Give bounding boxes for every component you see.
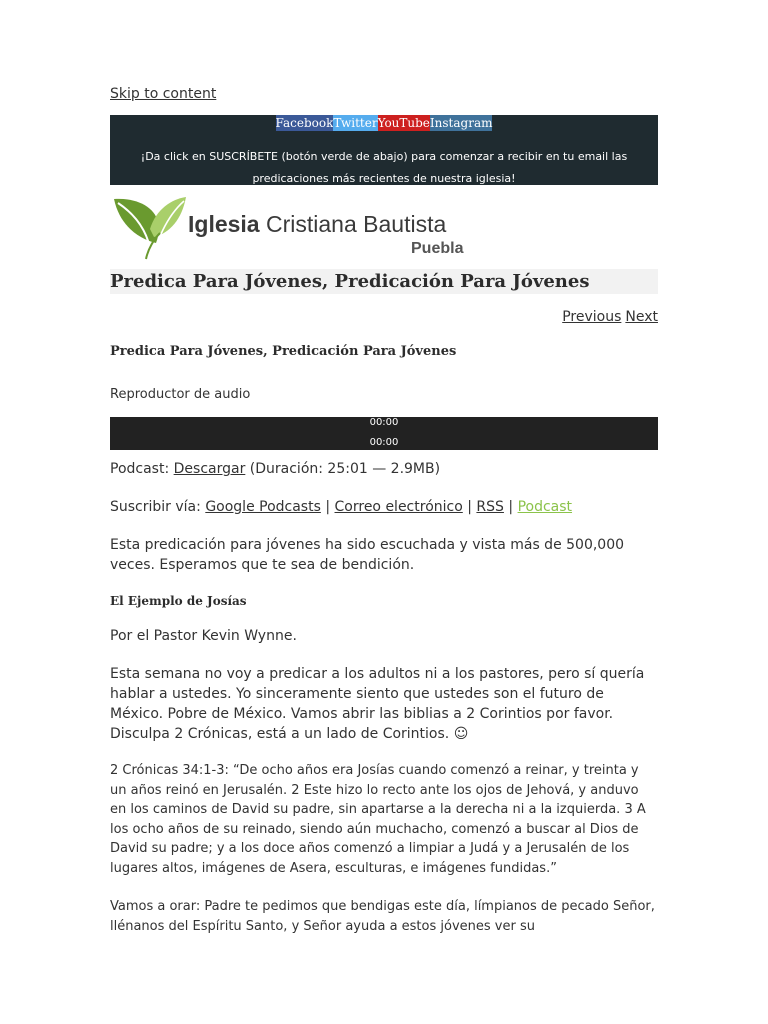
subscribe-via-line: Suscribir vía: Google Podcasts | Correo electrónico | RSS | Podcast [110,499,573,515]
logo-subtitle: Puebla [411,240,464,257]
site-logo[interactable] [110,193,490,263]
top-bar [110,115,658,185]
podcast-line: Podcast: Descargar (Duración: 25:01 — 2.9MB) [110,461,441,477]
download-link[interactable]: Descargar [173,461,246,477]
rss-link[interactable]: RSS [476,499,504,515]
skip-to-content-link[interactable]: Skip to content [110,86,217,102]
section-heading: El Ejemplo de Josías [110,594,247,608]
audio-total-time: 00:00 [369,437,399,448]
audio-player[interactable] [110,417,658,450]
prayer-paragraph: Vamos a orar: Padre te pedimos que bendigas este día, límpianos de pecado Señor, llénanos del Espíritu Santo, y Señor ayuda a estos jóvenes ver su [110,899,655,934]
post-title: Predica Para Jóvenes, Predicación Para Jóvenes [110,344,457,359]
paragraph-1: Esta semana no voy a predicar a los adultos ni a los pastores, pero sí quería hablar a ustedes. Yo sinceramente siento que ustedes son el futuro de México. Pobre de México. Vamos abrir las biblias a 2 Corintios por favor. Disculpa 2 Crónicas, está a un lado de Corintios. ☺ [110,666,645,742]
facebook-link[interactable]: Facebook [275,116,334,130]
podcast-subscribe-link[interactable]: Podcast [517,499,573,515]
next-link[interactable]: Next [625,309,658,325]
subscribe-message: ¡Da click en SUSCRÍBETE (botón verde de abajo) para comenzar a recibir en tu email las predicaciones más recientes de nuestra iglesia! [140,150,628,185]
twitter-link[interactable]: Twitter [333,116,378,130]
post-pager [558,309,658,325]
social-links [110,115,658,131]
google-podcasts-link[interactable]: Google Podcasts [205,499,321,515]
audio-player-label: Reproductor de audio [110,387,251,402]
scripture-paragraph: 2 Crónicas 34:1-3: “De ocho años era Josías cuando comenzó a reinar, y treinta y un años reinó en Jerusalén. 2 Este hizo lo recto ante los ojos de Jehová, y anduvo en los caminos de David su padre, sin apartarse a la derecha ni a la izquierda. 3 A los ocho años de su reinado, siendo aún muchacho, comenzó a buscar al Dios de David su padre; y a los doce años comenzó a limpiar a Judá y a Jerusalén de los lugares altos, imágenes de Asera, esculturas, e imágenes fundidas.” [110,763,646,876]
leaf-icon [110,193,188,263]
audio-current-time: 00:00 [369,417,399,428]
youtube-link[interactable]: YouTube [377,116,430,130]
logo-title: Iglesia Cristiana Bautista [188,211,447,237]
page-title: Predica Para Jóvenes, Predicación Para Jóvenes [110,269,658,294]
email-subscribe-link[interactable]: Correo electrónico [334,499,463,515]
intro-paragraph: Esta predicación para jóvenes ha sido escuchada y vista más de 500,000 veces. Esperamos que te sea de bendición. [110,537,625,573]
instagram-link[interactable]: Instagram [429,116,493,130]
previous-link[interactable]: Previous [562,309,622,325]
author-line: Por el Pastor Kevin Wynne. [110,628,297,644]
